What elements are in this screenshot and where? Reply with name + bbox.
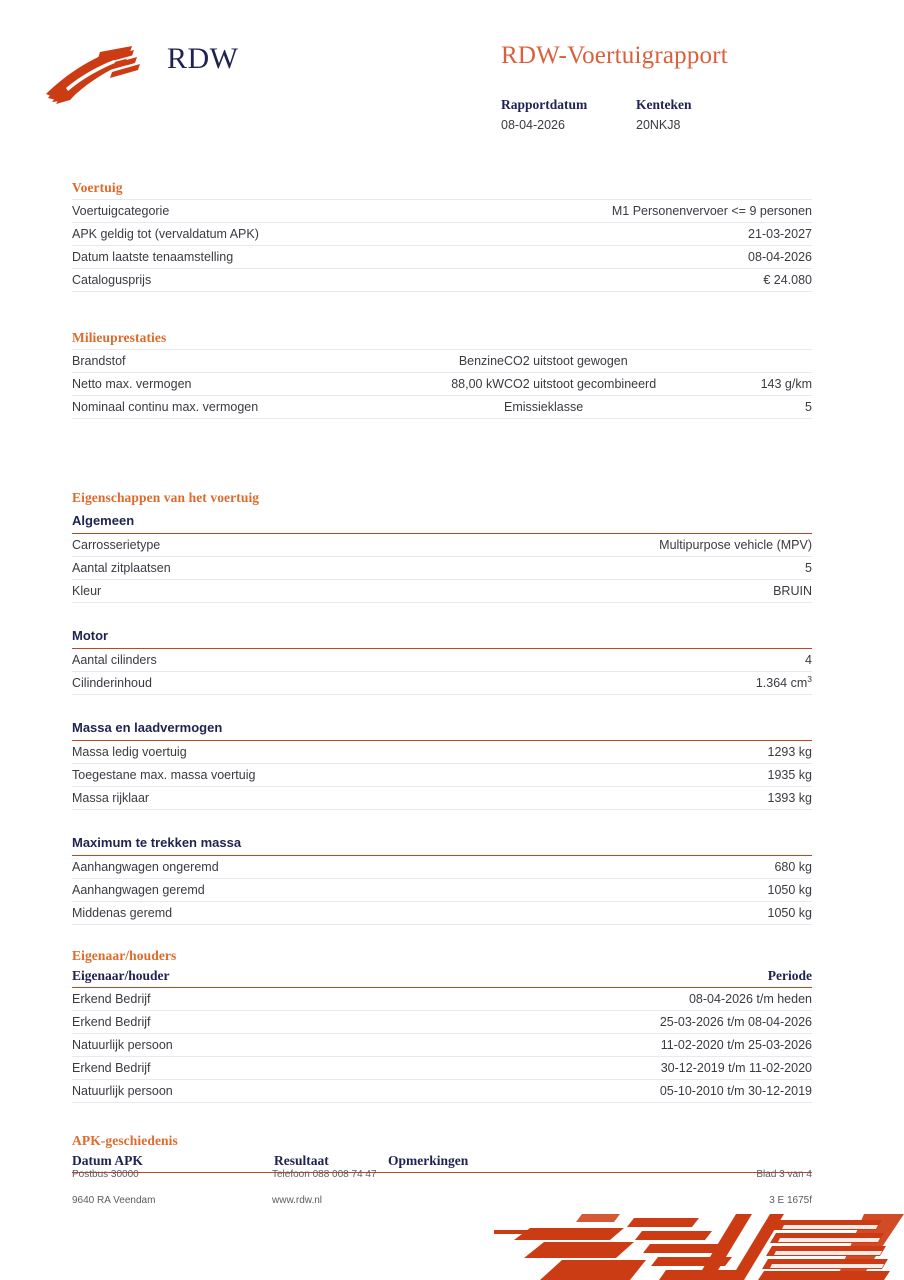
row-label: Datum laatste tenaamstelling [72,246,492,269]
row-label-right: CO2 uitstoot gewogen [504,350,714,373]
row-value: 1050 kg [492,879,812,902]
table-row [72,1080,812,1103]
section-title-apk-geschiedenis: APK-geschiedenis [72,1133,178,1148]
trekken-massa-table [72,856,812,925]
row-value: 680 kg [492,856,812,879]
group-massa [72,719,812,810]
row-value: 5 [492,557,812,580]
algemeen-table [72,534,812,603]
table-row [72,672,812,695]
row-label: Massa rijklaar [72,787,492,810]
row-label: Aantal cilinders [72,649,492,672]
licence-plate-label: Kenteken [636,97,692,112]
table-row [72,246,812,269]
subsection-title-algemeen: Algemeen [72,513,135,528]
section-eigenschappen [72,490,812,925]
group-trekken-massa [72,834,812,925]
section-title-voertuig: Voertuig [72,180,123,195]
table-row [72,1034,812,1057]
eigenaren-table [72,967,812,1103]
footer-address-line2: 9640 RA Veendam [72,1195,156,1206]
owner-period: 08-04-2026 t/m heden [492,988,812,1011]
table-row [72,787,812,810]
superscript-unit: 3 [807,673,812,684]
document-header [0,0,904,160]
row-value: 08-04-2026 [492,246,812,269]
owner-type: Erkend Bedrijf [72,1057,492,1080]
row-label: Massa ledig voertuig [72,741,492,764]
table-row [72,350,812,373]
section-milieuprestaties [72,330,812,419]
row-label: Catalogusprijs [72,269,492,292]
table-row [72,557,812,580]
column-header-apk-remarks: Opmerkingen [388,1152,812,1173]
row-value: € 24.080 [492,269,812,292]
row-value: 1050 kg [492,902,812,925]
row-value-left: 88,00 kW [282,373,504,396]
row-value: 1293 kg [492,741,812,764]
section-title-eigenschappen: Eigenschappen van het voertuig [72,490,260,505]
footer-form-code: 3 E 1675f [769,1195,812,1206]
table-row [72,200,812,223]
table-row [72,988,812,1011]
row-label-right: CO2 uitstoot gecombineerd [504,373,714,396]
table-header-row [72,967,812,988]
row-value: BRUIN [492,580,812,603]
owner-period: 05-10-2010 t/m 30-12-2019 [492,1080,812,1103]
footer-row-primary [72,1168,812,1194]
row-label-left: Netto max. vermogen [72,373,282,396]
owner-type: Erkend Bedrijf [72,1011,492,1034]
row-label: Toegestane max. massa voertuig [72,764,492,787]
report-date-value: 08-04-2026 [501,118,565,132]
section-voertuig [72,180,812,292]
massa-table [72,741,812,810]
row-label-right: Emissieklasse [504,396,714,419]
report-meta [501,96,831,135]
row-value-right: 143 g/km [714,373,812,396]
column-header-apk-result: Resultaat [274,1152,388,1173]
table-row [72,902,812,925]
row-value-left: Benzine [282,350,504,373]
table-row [72,1011,812,1034]
subsection-title-motor: Motor [72,628,109,643]
row-label: Aanhangwagen geremd [72,879,492,902]
footer-address-line1: Postbus 30000 [72,1169,139,1180]
row-value-cilinderinhoud [492,672,812,695]
row-value-text: 1.364 cm [755,676,808,690]
voertuig-table [72,199,812,292]
milieuprestaties-table [72,349,812,419]
row-value-right: 5 [714,396,812,419]
row-label: Middenas geremd [72,902,492,925]
row-label-left: Nominaal continu max. vermogen [72,396,282,419]
subsection-title-trekken-massa: Maximum te trekken massa [72,835,242,850]
column-header-owner: Eigenaar/houder [72,967,492,988]
row-value: 21-03-2027 [492,223,812,246]
table-row [72,764,812,787]
table-row [72,396,812,419]
licence-plate-value: 20NKJ8 [636,118,681,132]
rdw-logo-wordmark: RDW [167,42,239,75]
row-label: Aanhangwagen ongeremd [72,856,492,879]
motor-table [72,649,812,695]
rdw-feather-logo-icon [42,44,162,106]
row-label: Aantal zitplaatsen [72,557,492,580]
row-label: Kleur [72,580,492,603]
row-value-right [714,350,812,373]
table-row [72,741,812,764]
row-value: Multipurpose vehicle (MPV) [492,534,812,557]
row-value: 4 [492,649,812,672]
column-header-period: Periode [492,967,812,988]
footer-website-link[interactable]: www.rdw.nl [272,1195,323,1206]
table-row [72,223,812,246]
section-apk-geschiedenis [72,1133,812,1173]
owner-period: 11-02-2020 t/m 25-03-2026 [492,1034,812,1057]
table-row [72,856,812,879]
group-motor [72,627,812,695]
group-algemeen [72,512,812,603]
table-row [72,580,812,603]
footer-contact-line1: Telefoon 088 008 74 47 [272,1169,377,1180]
licence-plate-block [636,96,692,135]
row-value: 1393 kg [492,787,812,810]
table-row [72,879,812,902]
table-row [72,534,812,557]
table-row [72,1057,812,1080]
report-date-block [501,96,636,135]
row-label: Carrosserietype [72,534,492,557]
section-title-eigenaar-houders: Eigenaar/houders [72,948,177,963]
row-value-left [282,396,504,419]
page-title: RDW-Voertuigrapport [501,42,728,69]
row-label: Voertuigcategorie [72,200,492,223]
row-value: 1935 kg [492,764,812,787]
row-label: Cilinderinhoud [72,672,492,695]
rdw-logo [42,28,302,108]
report-date-label: Rapportdatum [501,97,588,112]
owner-type: Natuurlijk persoon [72,1034,492,1057]
row-value: M1 Personenvervoer <= 9 personen [492,200,812,223]
row-label: APK geldig tot (vervaldatum APK) [72,223,492,246]
column-header-apk-date: Datum APK [72,1152,274,1173]
row-label-left: Brandstof [72,350,282,373]
table-row [72,269,812,292]
owner-period: 25-03-2026 t/m 08-04-2026 [492,1011,812,1034]
owner-type: Natuurlijk persoon [72,1080,492,1103]
owner-type: Erkend Bedrijf [72,988,492,1011]
section-title-milieuprestaties: Milieuprestaties [72,330,167,345]
table-row [72,649,812,672]
footer-page-number: Blad 3 van 4 [756,1169,812,1180]
section-eigenaar-houders [72,948,812,1103]
subsection-title-massa: Massa en laadvermogen [72,720,223,735]
owner-period: 30-12-2019 t/m 11-02-2020 [492,1057,812,1080]
table-row [72,373,812,396]
rdw-decorative-stripes-graphic [484,1200,904,1280]
